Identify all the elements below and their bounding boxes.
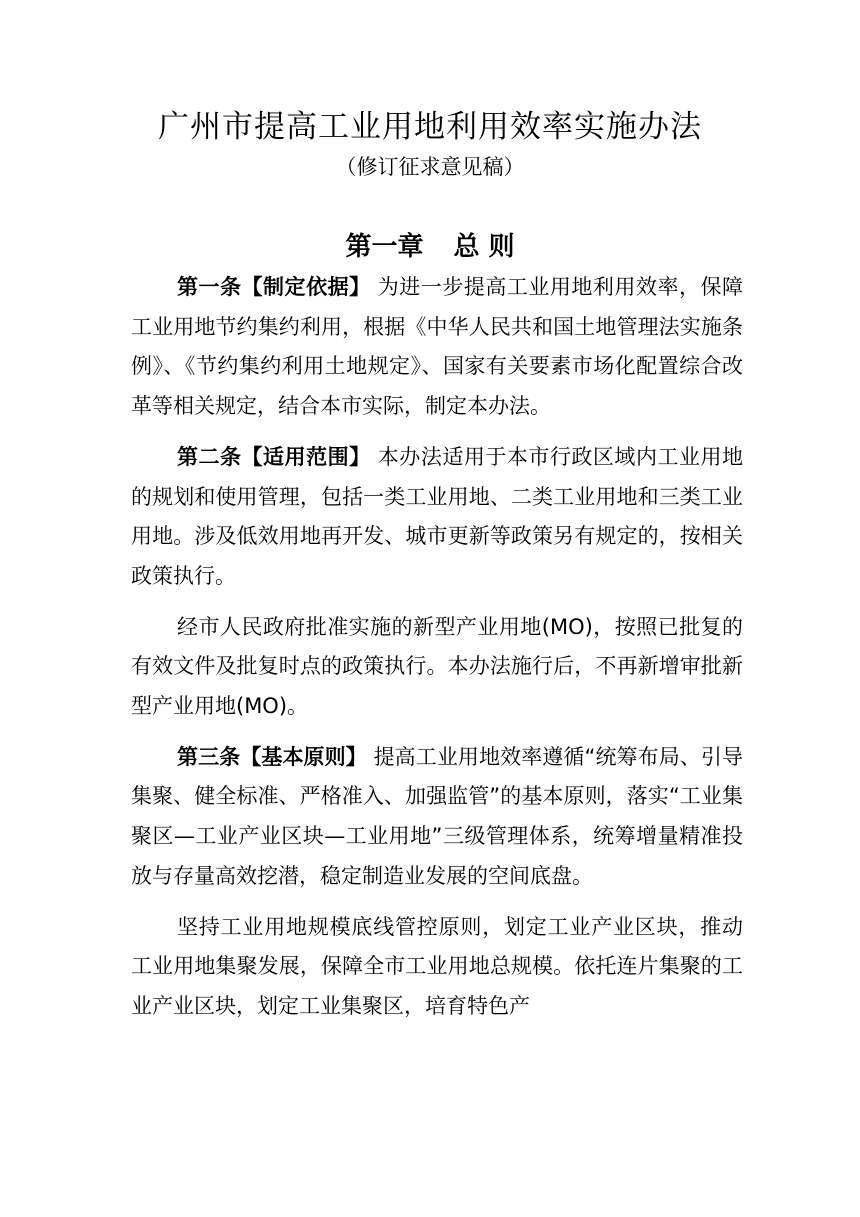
article-2-paragraph-2 bbox=[131, 608, 743, 727]
article-2-paragraph bbox=[131, 438, 743, 597]
article-text: 提高工业用地效率遵循“统筹布局、引导集聚、健全标准、严格准入、加强监管”的基本原则，落实“工业集聚区—工业产业区块—工业用地”三级管理体系，统筹增量精准投放与存量高效挖潜，稳定制造业发展的空间底盘。 bbox=[131, 744, 743, 888]
article-text: 本办法适用于本市行政区域内工业用地的规划和使用管理，包括一类工业用地、二类工业用地和三类工业用地。涉及低效用地再开发、城市更新等政策另有规定的，按相关政策执行。 bbox=[131, 444, 743, 588]
document-body bbox=[131, 268, 743, 1038]
chapter-heading bbox=[0, 227, 860, 267]
article-3-paragraph-2 bbox=[131, 908, 743, 1027]
document-subtitle: （修订征求意见稿） bbox=[335, 155, 525, 179]
article-3-paragraph bbox=[131, 738, 743, 897]
article-1-paragraph bbox=[131, 268, 743, 427]
article-label: 第二条【适用范围】 bbox=[177, 444, 371, 469]
chapter-name: 总 则 bbox=[453, 232, 515, 262]
document-title: 广州市提高工业用地利用效率实施办法 bbox=[158, 109, 702, 145]
paragraph-text: 坚持工业用地规模底线管控原则，划定工业产业区块，推动工业用地集聚发展，保障全市工业用地总规模。依托连片集聚的工业产业区块，划定工业集聚区，培育特色产 bbox=[131, 914, 743, 1018]
article-label: 第三条【基本原则】 bbox=[177, 744, 367, 769]
article-label: 第一条【制定依据】 bbox=[177, 275, 371, 299]
article-text: 为进一步提高工业用地利用效率，保障工业用地节约集约利用，根据《中华人民共和国土地管理法实施条例》、《节约集约利用土地规定》、国家有关要素市场化配置综合改革等相关规定，结合本市实际，制定本办法。 bbox=[131, 275, 743, 419]
paragraph-text: 经市人民政府批准实施的新型产业用地(MO)，按照已批复的有效文件及批复时点的政策执行。本办法施行后，不再新增审批新型产业用地(MO)。 bbox=[131, 614, 743, 719]
chapter-number: 第一章 bbox=[345, 232, 424, 262]
